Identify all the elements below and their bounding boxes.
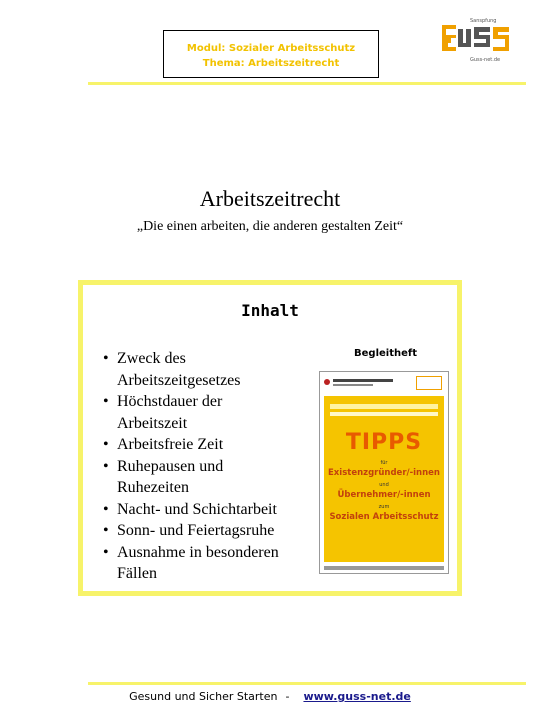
booklet-header-stripe bbox=[333, 384, 373, 386]
module-line: Modul: Sozialer Arbeitsschutz bbox=[186, 43, 356, 54]
bullet-icon: • bbox=[103, 393, 109, 410]
topic-list-item bbox=[103, 542, 313, 585]
topic-text: Zweck des bbox=[117, 350, 186, 367]
bullet-icon: • bbox=[103, 350, 109, 367]
booklet-header bbox=[324, 376, 444, 392]
topic-list-item bbox=[103, 456, 313, 499]
topic-text: Fällen bbox=[117, 565, 157, 582]
booklet-header-stripe bbox=[333, 379, 393, 382]
booklet-footer-stripe bbox=[324, 566, 444, 570]
topic-list bbox=[103, 348, 313, 585]
topic-line: Thema: Arbeitszeitrecht bbox=[202, 58, 340, 69]
booklet-line: Existenzgründer/-innen bbox=[328, 468, 440, 478]
topic-text: Sonn- und Feiertagsruhe bbox=[117, 522, 275, 539]
booklet-line: für bbox=[380, 460, 388, 466]
bullet-icon: • bbox=[103, 543, 109, 561]
top-rule bbox=[88, 82, 526, 85]
bottom-rule bbox=[88, 682, 526, 685]
page-subtitle: „Die einen arbeiten, die anderen gestalten Zeit“ bbox=[136, 219, 404, 234]
booklet-line: Übernehmer/-innen bbox=[337, 490, 431, 500]
footer-link[interactable]: www.guss-net.de bbox=[303, 690, 411, 703]
topic-text: Arbeitszeit bbox=[117, 414, 188, 432]
eagle-icon bbox=[324, 379, 330, 385]
logo-caption-top: Sanspfung bbox=[470, 18, 497, 24]
bullet-icon: • bbox=[103, 500, 109, 518]
topic-list-item bbox=[103, 520, 313, 542]
footer bbox=[0, 690, 540, 703]
topic-text: Ausnahme in besonderen bbox=[117, 543, 279, 561]
booklet-tipps: TIPPS bbox=[345, 430, 423, 455]
booklet-body bbox=[324, 396, 444, 562]
content-heading: Inhalt bbox=[241, 301, 299, 320]
content-box bbox=[78, 280, 462, 596]
topic-list-item bbox=[103, 499, 313, 521]
booklet-band bbox=[330, 404, 438, 409]
topic-text: Ruhepausen und bbox=[117, 457, 224, 475]
topic-list-item bbox=[103, 348, 313, 391]
booklet-logo-icon bbox=[416, 376, 442, 390]
bullet-icon: • bbox=[103, 457, 109, 475]
begleitheft-label: Begleitheft bbox=[354, 348, 418, 359]
topic-text: Höchstdauer der bbox=[117, 393, 223, 410]
booklet-line: Sozialen Arbeitsschutz bbox=[329, 512, 439, 522]
booklet-cover-image bbox=[319, 371, 449, 574]
bullet-icon: • bbox=[103, 522, 109, 539]
topic-text: Arbeitszeitgesetzes bbox=[117, 371, 241, 389]
bullet-icon: • bbox=[103, 436, 109, 453]
footer-separator: - bbox=[285, 690, 290, 703]
guss-logo bbox=[440, 15, 522, 65]
booklet-band bbox=[330, 412, 438, 416]
booklet-line: und bbox=[379, 482, 389, 488]
topic-list-item bbox=[103, 391, 313, 434]
topic-text: Ruhezeiten bbox=[117, 479, 189, 496]
booklet-line: zum bbox=[378, 504, 390, 510]
footer-text: Gesund und Sicher Starten bbox=[129, 690, 278, 703]
topic-list-item bbox=[103, 434, 313, 456]
page-title: Arbeitszeitrecht bbox=[199, 186, 341, 211]
logo-caption-bottom: Guss-net.de bbox=[470, 57, 501, 63]
topic-text: Arbeitsfreie Zeit bbox=[117, 436, 224, 453]
module-header-box bbox=[163, 30, 379, 78]
topic-text: Nacht- und Schichtarbeit bbox=[117, 500, 277, 518]
